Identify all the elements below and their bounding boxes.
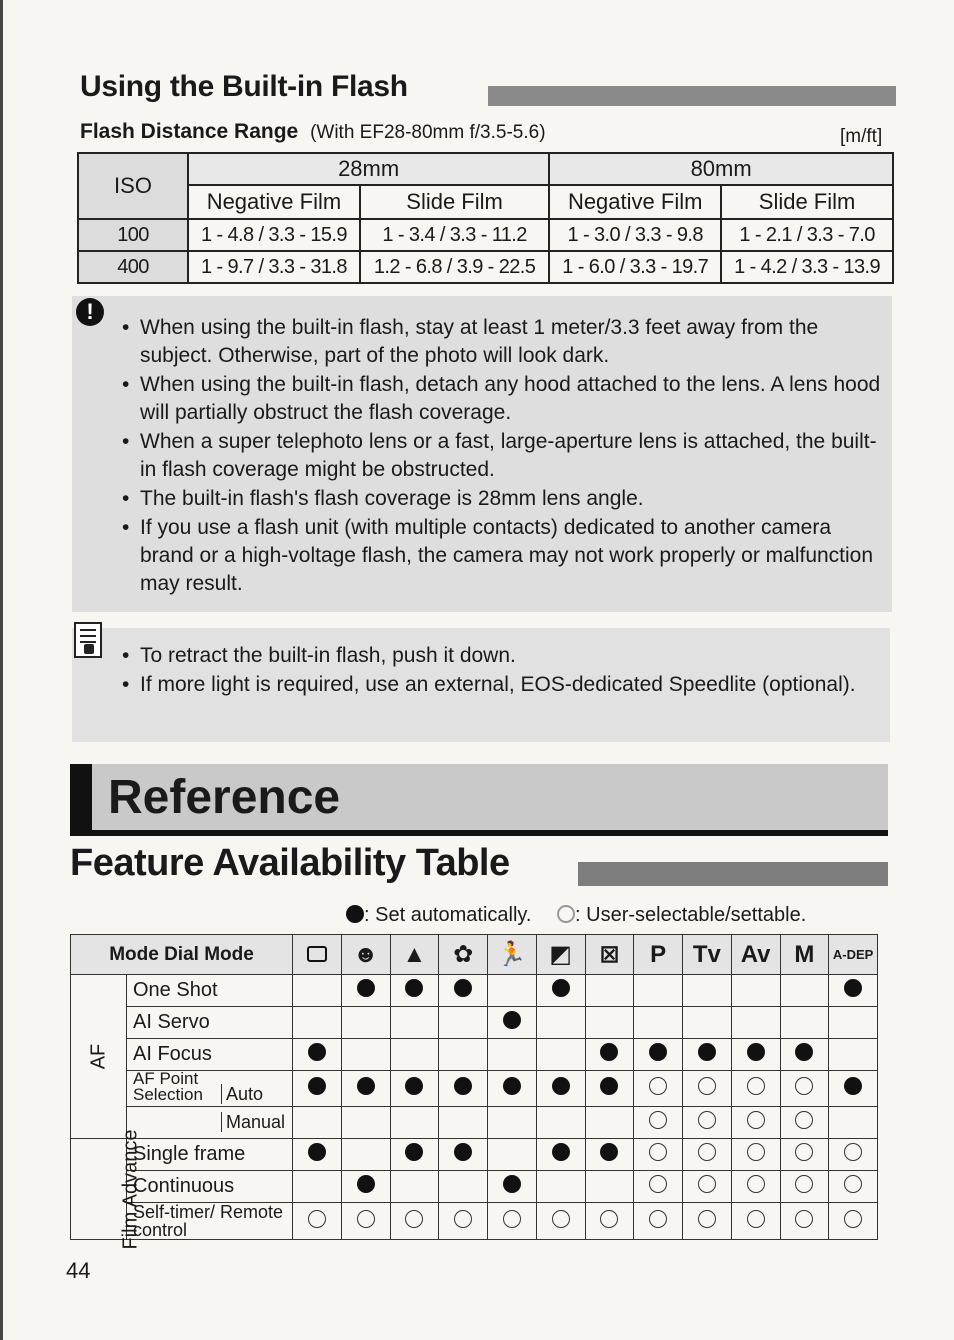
flash-off-icon: ⊠ [585,935,634,975]
section-title-bar [488,86,896,106]
reference-title: Reference [108,771,341,824]
list-item: • If more light is required, use an external, EOS-dedicated Speedlite (optional). [122,671,892,699]
availability-cell [341,1139,390,1171]
range-cell: 1 - 4.2 / 3.3 - 13.9 [721,251,893,283]
availability-cell [634,1203,683,1240]
availability-cell [634,1171,683,1203]
range-cell: 1 - 3.4 / 3.3 - 11.2 [360,219,549,251]
availability-cell [829,1171,878,1203]
availability-cell [731,1107,780,1139]
availability-cell [293,1071,342,1107]
iso-header: ISO [78,153,188,219]
table-row [71,1071,878,1107]
memo-icon [74,622,102,658]
availability-cell [731,975,780,1007]
feature-table-title: Feature Availability Table [70,842,510,884]
availability-cell [683,1107,732,1139]
availability-cell [341,1203,390,1240]
auto-dot-icon [747,1043,765,1061]
selectable-ring-icon [357,1210,375,1228]
availability-cell [390,1107,439,1139]
availability-cell [829,975,878,1007]
availability-cell [731,1039,780,1071]
availability-cell [488,1039,537,1071]
lens-header-80mm: 80mm [549,153,893,185]
availability-cell [683,1007,732,1039]
group-label [71,1128,142,1250]
availability-cell [536,1007,585,1039]
selectable-ring-icon [795,1077,813,1095]
availability-cell [634,1107,683,1139]
availability-cell [780,1203,829,1240]
availability-cell [585,1107,634,1139]
auto-dot-icon [503,1077,521,1095]
selectable-ring-icon [698,1210,716,1228]
list-item: • If you use a flash unit (with multiple contacts) dedicated to another camera brand or a high-voltage flash, the camera may not work properly or malfunction may result. [122,514,882,598]
auto-dot-icon [795,1043,813,1061]
availability-cell [634,1071,683,1107]
mode-p: P [634,935,683,975]
availability-cell [390,1171,439,1203]
row-label: Single frame [127,1139,293,1171]
availability-cell [293,1007,342,1039]
availability-cell [293,1171,342,1203]
auto-dot-icon [600,1143,618,1161]
row-label: AI Focus [127,1039,293,1071]
availability-cell [293,1107,342,1139]
page-edge-left [0,0,3,1340]
selectable-ring-icon [600,1210,618,1228]
availability-cell [341,975,390,1007]
availability-cell [585,1139,634,1171]
subsection-title [80,120,546,144]
availability-cell [634,1007,683,1039]
sports-icon: 🏃 [488,935,537,975]
availability-cell [683,1039,732,1071]
availability-cell [390,1007,439,1039]
auto-dot-icon [552,979,570,997]
availability-cell [634,1039,683,1071]
selectable-ring-icon [698,1175,716,1193]
availability-cell [341,1171,390,1203]
availability-cell [780,1139,829,1171]
feature-table-body [71,975,878,1250]
availability-cell [293,1139,342,1171]
selectable-ring-icon [795,1111,813,1129]
availability-cell [683,1139,732,1171]
film-header: Slide Film [360,185,549,219]
availability-cell [585,1039,634,1071]
availability-cell [731,1139,780,1171]
availability-cell [780,1039,829,1071]
table-row [71,975,878,1007]
range-cell: 1 - 6.0 / 3.3 - 19.7 [549,251,721,283]
reference-banner-rule [70,830,888,836]
availability-cell [488,1007,537,1039]
group-label [71,975,127,1139]
row-label: Continuous [127,1171,293,1203]
range-cell: 1 - 9.7 / 3.3 - 31.8 [188,251,360,283]
memo-list [122,642,892,700]
range-cell: 1 - 3.0 / 3.3 - 9.8 [549,219,721,251]
auto-dot-icon [454,979,472,997]
availability-cell [488,1203,537,1240]
availability-cell [390,975,439,1007]
row-label-text: AF Point Selection [133,1069,203,1104]
selectable-ring-icon [747,1143,765,1161]
availability-cell [585,975,634,1007]
selectable-ring-icon [649,1175,667,1193]
legend-dot-icon [346,905,364,923]
availability-cell [536,1071,585,1107]
subsection-note: (With EF28-80mm f/3.5-5.6) [310,122,546,143]
auto-dot-icon [503,1175,521,1193]
availability-cell [731,1171,780,1203]
row-sublabel-text: Auto [221,1084,263,1104]
film-header: Negative Film [188,185,360,219]
auto-dot-icon [357,979,375,997]
availability-cell [829,1107,878,1139]
range-cell: 1 - 2.1 / 3.3 - 7.0 [721,219,893,251]
availability-cell [341,1039,390,1071]
selectable-ring-icon [844,1143,862,1161]
section-title: Using the Built-in Flash [80,70,408,103]
list-item: • When using the built-in flash, detach any hood attached to the lens. A lens hood will partially obstruct the flash coverage. [122,371,882,427]
availability-cell [488,1071,537,1107]
availability-cell [341,1107,390,1139]
table-row [71,1171,878,1203]
subsection-title-text: Flash Distance Range [80,120,299,143]
page-number: 44 [66,1258,91,1283]
availability-cell [585,1071,634,1107]
list-item: • When using the built-in flash, stay at least 1 meter/3.3 feet away from the subject. Otherwise, part of the photo will look dark. [122,314,882,370]
selectable-ring-icon [844,1210,862,1228]
mode-a-dep: A-DEP [829,935,878,975]
availability-cell [439,975,488,1007]
auto-dot-icon [600,1043,618,1061]
auto-dot-icon [844,979,862,997]
auto-dot-icon [600,1077,618,1095]
selectable-ring-icon [747,1210,765,1228]
row-label: Self-timer/ Remote control [127,1203,293,1240]
selectable-ring-icon [747,1111,765,1129]
selectable-ring-icon [698,1143,716,1161]
availability-cell [439,1107,488,1139]
auto-dot-icon [698,1043,716,1061]
selectable-ring-icon [308,1210,326,1228]
auto-dot-icon [357,1077,375,1095]
availability-cell [829,1139,878,1171]
auto-dot-icon [503,1011,521,1029]
auto-dot-icon [357,1175,375,1193]
availability-cell [439,1203,488,1240]
legend-auto-text: : Set automatically. [364,904,532,926]
availability-cell [829,1039,878,1071]
availability-cell [536,975,585,1007]
range-cell: 1 - 4.8 / 3.3 - 15.9 [188,219,360,251]
availability-cell [585,1007,634,1039]
availability-cell [829,1071,878,1107]
auto-dot-icon [454,1077,472,1095]
availability-cell [585,1203,634,1240]
feature-availability-table [70,934,878,1250]
table-row [71,1203,878,1240]
availability-cell [390,1071,439,1107]
selectable-ring-icon [405,1210,423,1228]
auto-dot-icon [844,1077,862,1095]
mode-dial-header: Mode Dial Mode [71,935,293,975]
list-item: • The built-in flash's flash coverage is 28mm lens angle. [122,485,882,513]
availability-cell [341,1071,390,1107]
availability-cell [731,1007,780,1039]
availability-cell [488,975,537,1007]
availability-cell [634,1139,683,1171]
lens-header-28mm: 28mm [188,153,549,185]
row-label [127,1071,293,1107]
flash-distance-table [77,152,894,284]
availability-cell [780,1107,829,1139]
legend-ring-icon [557,905,575,923]
legend [346,904,806,927]
selectable-ring-icon [747,1077,765,1095]
availability-cell [536,1139,585,1171]
caution-list [122,314,882,599]
row-label [127,1107,293,1139]
selectable-ring-icon [795,1143,813,1161]
row-sublabel-text: Manual [221,1112,285,1132]
availability-cell [488,1171,537,1203]
auto-dot-icon [405,1143,423,1161]
availability-cell [780,975,829,1007]
reference-banner-block [70,764,92,830]
availability-cell [536,1039,585,1071]
availability-cell [390,1139,439,1171]
iso-value: 100 [78,219,188,251]
availability-cell [390,1039,439,1071]
availability-cell [683,975,732,1007]
selectable-ring-icon [698,1077,716,1095]
availability-cell [293,1203,342,1240]
availability-cell [341,1007,390,1039]
auto-dot-icon [405,979,423,997]
portrait-icon: ☻ [341,935,390,975]
availability-cell [293,975,342,1007]
selectable-ring-icon [454,1210,472,1228]
availability-cell [439,1139,488,1171]
film-header: Slide Film [721,185,893,219]
availability-cell [634,975,683,1007]
unit-label: [m/ft] [840,126,883,147]
availability-cell [731,1071,780,1107]
mode-m: M [780,935,829,975]
auto-dot-icon [454,1143,472,1161]
auto-dot-icon [552,1143,570,1161]
selectable-ring-icon [649,1111,667,1129]
availability-cell [439,1071,488,1107]
availability-cell [683,1171,732,1203]
group-label-text: Film Advance [119,1128,142,1250]
caution-icon: ! [76,298,104,326]
selectable-ring-icon [649,1143,667,1161]
selectable-ring-icon [698,1111,716,1129]
auto-dot-icon [308,1143,326,1161]
close-up-icon: ✿ [439,935,488,975]
feature-title-bar [578,862,888,886]
selectable-ring-icon [503,1210,521,1228]
availability-cell [683,1203,732,1240]
selectable-ring-icon [844,1175,862,1193]
availability-cell [780,1171,829,1203]
iso-value: 400 [78,251,188,283]
availability-cell [780,1007,829,1039]
list-item: • When a super telephoto lens or a fast, large-aperture lens is attached, the built-in flash coverage might be obstructed. [122,428,882,484]
availability-cell [683,1071,732,1107]
availability-cell [536,1171,585,1203]
selectable-ring-icon [795,1175,813,1193]
availability-cell [585,1171,634,1203]
landscape-icon: ▲ [390,935,439,975]
list-item: • To retract the built-in flash, push it down. [122,642,892,670]
selectable-ring-icon [552,1210,570,1228]
availability-cell [390,1203,439,1240]
row-label: AI Servo [127,1007,293,1039]
auto-dot-icon [649,1043,667,1061]
mode-av: Av [731,935,780,975]
availability-cell [439,1171,488,1203]
selectable-ring-icon [649,1210,667,1228]
auto-dot-icon [552,1077,570,1095]
availability-cell [731,1203,780,1240]
auto-dot-icon [308,1043,326,1061]
table-row [71,1107,878,1139]
legend-user-text: : User-selectable/settable. [575,904,807,926]
auto-dot-icon [405,1077,423,1095]
table-row [71,1139,878,1171]
film-header: Negative Film [549,185,721,219]
availability-cell [488,1139,537,1171]
row-label: One Shot [127,975,293,1007]
availability-cell [439,1007,488,1039]
range-cell: 1.2 - 6.8 / 3.9 - 22.5 [360,251,549,283]
auto-dot-icon [308,1077,326,1095]
availability-cell [829,1007,878,1039]
availability-cell [439,1039,488,1071]
availability-cell [293,1039,342,1071]
selectable-ring-icon [747,1175,765,1193]
availability-cell [829,1203,878,1240]
selectable-ring-icon [649,1077,667,1095]
availability-cell [536,1203,585,1240]
availability-cell [536,1107,585,1139]
group-label-text: AF [87,1043,109,1070]
table-row [71,1007,878,1039]
availability-cell [780,1071,829,1107]
mode-tv: Tv [683,935,732,975]
selectable-ring-icon [795,1210,813,1228]
full-auto-icon [293,935,342,975]
table-row [71,1039,878,1071]
availability-cell [488,1107,537,1139]
night-portrait-icon: ◩ [536,935,585,975]
